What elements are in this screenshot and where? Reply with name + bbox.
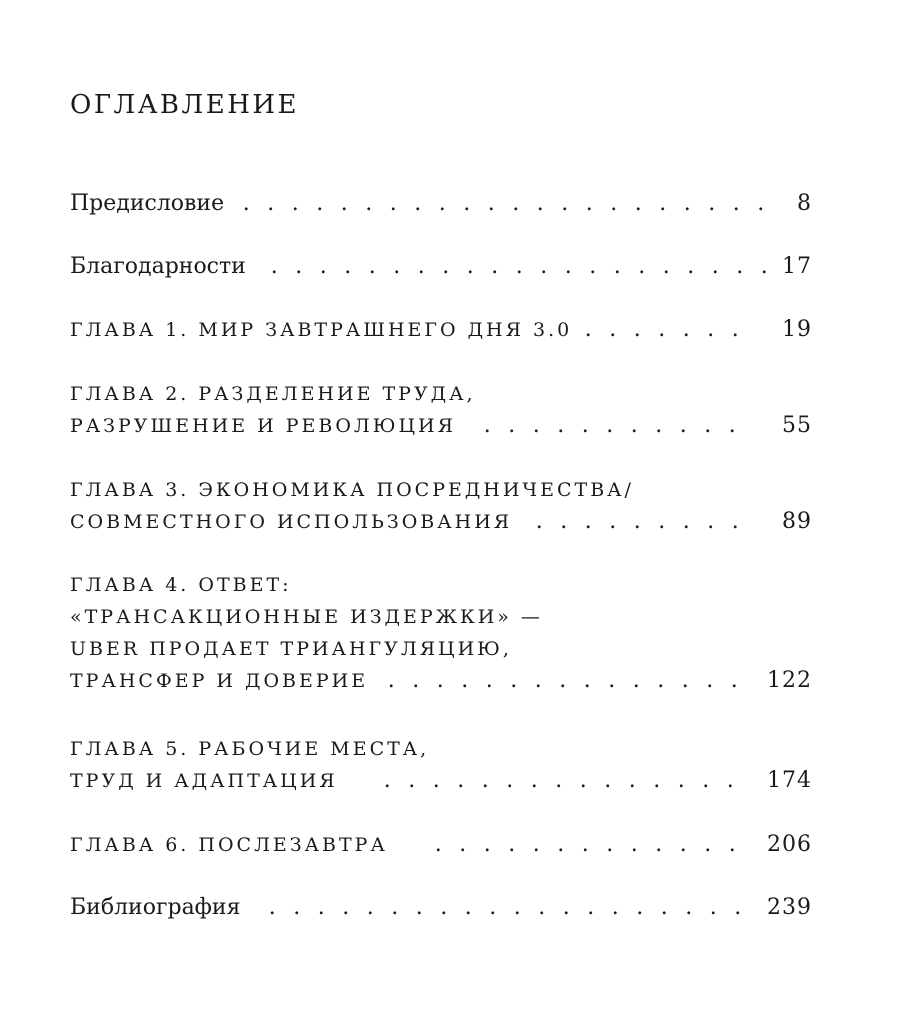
leader-dot: . xyxy=(682,509,690,534)
toc-entry-chapter-5[interactable] xyxy=(70,733,812,797)
toc-entry-chapter-4[interactable] xyxy=(70,569,812,697)
leader-dot: . xyxy=(560,509,568,534)
leader-dot: . xyxy=(658,509,666,534)
leader-dot: . xyxy=(530,768,538,793)
leader-dot: . xyxy=(679,832,687,857)
leader-dot: . xyxy=(368,254,376,279)
toc-entry-line xyxy=(70,474,812,506)
leader-dot: . xyxy=(535,509,543,534)
leader-dot: . xyxy=(536,191,544,216)
leader-dot: . xyxy=(481,768,489,793)
leader-dot: . xyxy=(587,895,595,920)
toc-page-number: 174 xyxy=(767,768,812,793)
leader-dot: . xyxy=(659,191,667,216)
toc-entry-line xyxy=(70,765,812,797)
leader-dot: . xyxy=(432,768,440,793)
leader-dot: . xyxy=(606,413,614,438)
leader-dot: . xyxy=(757,191,765,216)
toc-page-number: 122 xyxy=(767,668,812,693)
leader-dot: . xyxy=(464,895,472,920)
leader-dot: . xyxy=(585,191,593,216)
toc-entry-chapter-2[interactable] xyxy=(70,378,812,442)
leader-dot: . xyxy=(638,254,646,279)
leader-dot: . xyxy=(242,191,250,216)
leader-dot: . xyxy=(630,832,638,857)
leader-dot: . xyxy=(609,317,617,342)
toc-entry-chapter-3[interactable] xyxy=(70,474,812,538)
leader-dot: . xyxy=(584,509,592,534)
toc-entry-title: ГЛАВА 3. ЭКОНОМИКА ПОСРЕДНИЧЕСТВА/ xyxy=(70,479,634,501)
leader-dot: . xyxy=(655,832,663,857)
dot-leader xyxy=(260,892,760,924)
leader-dot: . xyxy=(662,254,670,279)
leader-dot: . xyxy=(487,191,495,216)
leader-dot: . xyxy=(709,895,717,920)
dot-leader xyxy=(379,665,760,697)
leader-dot: . xyxy=(657,668,665,693)
leader-dot: . xyxy=(583,668,591,693)
leader-dot: . xyxy=(365,191,373,216)
leader-dot: . xyxy=(513,895,521,920)
toc-entry-line xyxy=(70,188,812,220)
toc-page-number: 89 xyxy=(782,509,812,534)
leader-dot: . xyxy=(679,413,687,438)
leader-dot: . xyxy=(508,413,516,438)
leader-dot: . xyxy=(317,895,325,920)
toc-entry-title: Библиография xyxy=(70,895,241,920)
toc-entry-line xyxy=(70,665,812,697)
leader-dot: . xyxy=(683,191,691,216)
toc-entry-acknowledgements[interactable] xyxy=(70,251,812,283)
leader-dot: . xyxy=(319,254,327,279)
toc-entry-line xyxy=(70,378,812,410)
leader-dot: . xyxy=(760,254,768,279)
toc-entry-title: ГЛАВА 1. МИР ЗАВТРАШНЕГО ДНЯ 3.0 xyxy=(70,319,573,341)
leader-dot: . xyxy=(628,768,636,793)
toc-entry-title: СОВМЕСТНОГО ИСПОЛЬЗОВАНИЯ xyxy=(70,511,513,533)
leader-dot: . xyxy=(579,768,587,793)
toc-page-number: 17 xyxy=(782,254,812,279)
toc-entry-title: Благодарности xyxy=(70,254,246,279)
leader-dot: . xyxy=(613,254,621,279)
leader-dot: . xyxy=(434,832,442,857)
leader-dot: . xyxy=(731,509,739,534)
leader-dot: . xyxy=(291,191,299,216)
leader-dot: . xyxy=(584,317,592,342)
toc-page xyxy=(70,0,812,1036)
leader-dot: . xyxy=(463,191,471,216)
toc-entry-title: ГЛАВА 6. ПОСЛЕЗАВТРА xyxy=(70,834,388,856)
leader-dot: . xyxy=(731,317,739,342)
leader-dot: . xyxy=(366,895,374,920)
toc-entry-line xyxy=(70,892,812,924)
leader-dot: . xyxy=(270,254,278,279)
leader-dot: . xyxy=(726,768,734,793)
leader-dot: . xyxy=(609,509,617,534)
leader-dot: . xyxy=(706,668,714,693)
leader-dot: . xyxy=(412,668,420,693)
leader-dot: . xyxy=(636,895,644,920)
toc-entry-line xyxy=(70,829,812,861)
toc-entry-line xyxy=(70,410,812,442)
toc-entry-line xyxy=(70,633,812,665)
toc-entry-chapter-1[interactable] xyxy=(70,314,812,346)
leader-dot: . xyxy=(685,895,693,920)
dot-leader xyxy=(234,188,790,220)
toc-entry-line xyxy=(70,733,812,765)
leader-dot: . xyxy=(653,768,661,793)
leader-dot: . xyxy=(634,191,642,216)
leader-dot: . xyxy=(293,895,301,920)
leader-dot: . xyxy=(581,413,589,438)
toc-page-number: 55 xyxy=(782,413,812,438)
leader-dot: . xyxy=(340,191,348,216)
toc-page-number: 8 xyxy=(797,191,812,216)
leader-dot: . xyxy=(442,254,450,279)
leader-dot: . xyxy=(393,254,401,279)
leader-dot: . xyxy=(728,413,736,438)
leader-dot: . xyxy=(461,668,469,693)
toc-entry-preface[interactable] xyxy=(70,188,812,220)
leader-dot: . xyxy=(702,768,710,793)
leader-dot: . xyxy=(704,832,712,857)
toc-title: ОГЛАВЛЕНИЕ xyxy=(70,90,300,120)
leader-dot: . xyxy=(344,254,352,279)
leader-dot: . xyxy=(610,191,618,216)
leader-dot: . xyxy=(681,668,689,693)
toc-entry-line xyxy=(70,569,812,601)
leader-dot: . xyxy=(440,895,448,920)
leader-dot: . xyxy=(604,768,612,793)
leader-dot: . xyxy=(342,895,350,920)
toc-page-number: 206 xyxy=(767,832,812,857)
leader-dot: . xyxy=(555,768,563,793)
toc-entry-title: Предисловие xyxy=(70,191,225,216)
leader-dot: . xyxy=(564,254,572,279)
leader-dot: . xyxy=(630,413,638,438)
toc-entry-title: ТРУД И АДАПТАЦИЯ xyxy=(70,770,338,792)
leader-dot: . xyxy=(506,768,514,793)
leader-dot: . xyxy=(391,895,399,920)
leader-dot: . xyxy=(632,668,640,693)
leader-dot: . xyxy=(532,413,540,438)
leader-dot: . xyxy=(417,254,425,279)
toc-entry-line xyxy=(70,506,812,538)
leader-dot: . xyxy=(608,668,616,693)
leader-dot: . xyxy=(589,254,597,279)
leader-dot: . xyxy=(704,413,712,438)
leader-dot: . xyxy=(633,317,641,342)
toc-page-number: 239 xyxy=(767,895,812,920)
leader-dot: . xyxy=(559,668,567,693)
leader-dot: . xyxy=(532,832,540,857)
leader-dot: . xyxy=(606,832,614,857)
toc-entry-bibliography[interactable] xyxy=(70,892,812,924)
toc-entry-title: РАЗРУШЕНИЕ И РЕВОЛЮЦИЯ xyxy=(70,415,456,437)
leader-dot: . xyxy=(508,832,516,857)
leader-dot: . xyxy=(540,254,548,279)
leader-dot: . xyxy=(483,413,491,438)
leader-dot: . xyxy=(268,895,276,920)
dot-leader xyxy=(527,506,750,538)
leader-dot: . xyxy=(383,768,391,793)
leader-dot: . xyxy=(732,191,740,216)
leader-dot: . xyxy=(483,832,491,857)
leader-dot: . xyxy=(459,832,467,857)
leader-dot: . xyxy=(534,668,542,693)
leader-dot: . xyxy=(660,895,668,920)
leader-dot: . xyxy=(581,832,589,857)
dot-leader xyxy=(475,410,750,442)
leader-dot: . xyxy=(466,254,474,279)
toc-entry-line xyxy=(70,251,812,283)
leader-dot: . xyxy=(512,191,520,216)
leader-dot: . xyxy=(491,254,499,279)
leader-dot: . xyxy=(711,254,719,279)
leader-dot: . xyxy=(557,413,565,438)
leader-dot: . xyxy=(485,668,493,693)
leader-dot: . xyxy=(677,768,685,793)
leader-dot: . xyxy=(457,768,465,793)
toc-entry-title: ГЛАВА 5. РАБОЧИЕ МЕСТА, xyxy=(70,738,430,760)
leader-dot: . xyxy=(728,832,736,857)
toc-entry-title: «ТРАНСАКЦИОННЫЕ ИЗДЕРЖКИ» — xyxy=(70,606,543,628)
leader-dot: . xyxy=(655,413,663,438)
dot-leader xyxy=(426,829,760,861)
leader-dot: . xyxy=(557,832,565,857)
toc-entry-chapter-6[interactable] xyxy=(70,829,812,861)
toc-entry-line xyxy=(70,601,812,633)
leader-dot: . xyxy=(736,254,744,279)
toc-entry-title: ГЛАВА 2. РАЗДЕЛЕНИЕ ТРУДА, xyxy=(70,383,476,405)
toc-entry-line xyxy=(70,314,812,346)
leader-dot: . xyxy=(730,668,738,693)
leader-dot: . xyxy=(658,317,666,342)
leader-dot: . xyxy=(687,254,695,279)
leader-dot: . xyxy=(707,317,715,342)
dot-leader xyxy=(262,251,778,283)
leader-dot: . xyxy=(734,895,742,920)
leader-dot: . xyxy=(561,191,569,216)
leader-dot: . xyxy=(489,895,497,920)
leader-dot: . xyxy=(436,668,444,693)
leader-dot: . xyxy=(387,668,395,693)
leader-dot: . xyxy=(414,191,422,216)
toc-entry-title: ТРАНСФЕР И ДОВЕРИЕ xyxy=(70,670,369,692)
leader-dot: . xyxy=(611,895,619,920)
leader-dot: . xyxy=(633,509,641,534)
toc-entry-title: UBER ПРОДАЕТ ТРИАНГУЛЯЦИЮ, xyxy=(70,638,512,660)
leader-dot: . xyxy=(316,191,324,216)
leader-dot: . xyxy=(707,509,715,534)
leader-dot: . xyxy=(562,895,570,920)
leader-dot: . xyxy=(682,317,690,342)
toc-entry-title: ГЛАВА 4. ОТВЕТ: xyxy=(70,574,292,596)
leader-dot: . xyxy=(708,191,716,216)
leader-dot: . xyxy=(415,895,423,920)
dot-leader xyxy=(375,765,760,797)
leader-dot: . xyxy=(510,668,518,693)
leader-dot: . xyxy=(295,254,303,279)
dot-leader xyxy=(576,314,750,346)
leader-dot: . xyxy=(389,191,397,216)
toc-page-number: 19 xyxy=(782,317,812,342)
leader-dot: . xyxy=(408,768,416,793)
leader-dot: . xyxy=(538,895,546,920)
leader-dot: . xyxy=(515,254,523,279)
leader-dot: . xyxy=(438,191,446,216)
leader-dot: . xyxy=(267,191,275,216)
